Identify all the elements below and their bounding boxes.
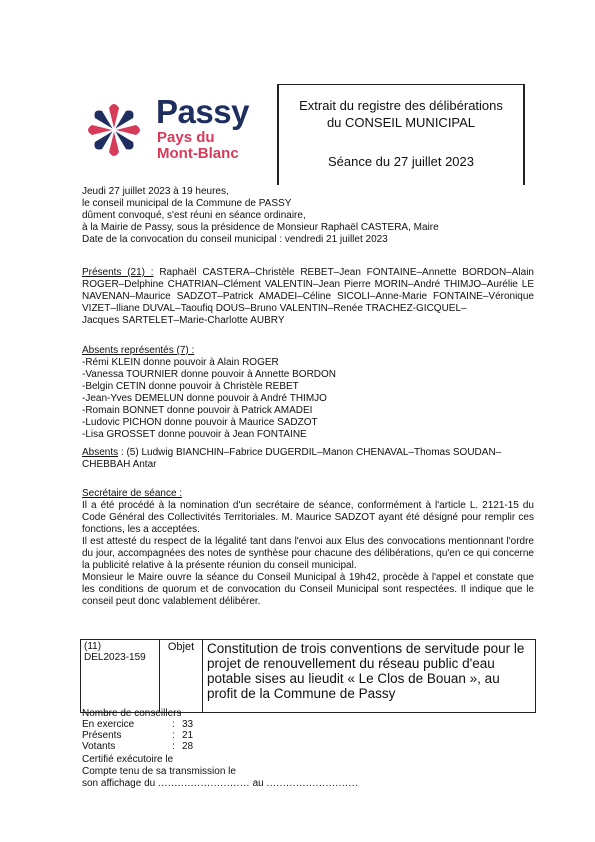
objet-label: Objet [160, 640, 203, 713]
intro-block: Jeudi 27 juillet 2023 à 19 heures, le conseil municipal de la Commune de PASSY dûment convoqué, s'est réuni en séance ordinaire, à la Mairie de Passy, sous la présidence de Monsieur Raphaël CASTERA, Maire Date de la convocation du conseil municipal : vendredi 21 juillet 2023 [82, 186, 439, 245]
absents-block [82, 447, 534, 471]
absents-label: Absents [82, 447, 119, 458]
list-item: -Ludovic PICHON donne pouvoir à Maurice SADZOT [82, 417, 318, 428]
star-emblem-icon [78, 94, 150, 166]
legalite-paragraph: Il est attesté du respect de la légalité tant dans l'envoi aux Elus des convocations mentionnant l'ordre du jour, accompagnées des notes de synthèse pour chacune des délibérations, qu'en ce qui concerne la publicité relative à la présente réunion du conseil municipal. [82, 536, 534, 571]
list-item: -Jean-Yves DEMELUN donne pouvoir à André THIMJO [82, 393, 327, 404]
compte-tenu-transmission: Compte tenu de sa transmission le [82, 766, 236, 777]
logo-subtitle: Pays du Mont-Blanc [157, 129, 239, 162]
document-header [277, 84, 525, 185]
presents-block [82, 267, 534, 327]
absents-list: : (5) Ludwig BIANCHIN–Fabrice DUGERDIL–Manon CHENAVAL–Thomas SOUDAN–CHEBBAH Antar [82, 447, 502, 470]
deliberation-ref: DEL2023-159 [84, 652, 146, 663]
session-date: Séance du 27 juillet 2023 [327, 154, 474, 169]
secretaire-block [82, 488, 534, 608]
certification-block [82, 754, 358, 790]
list-item: -Romain BONNET donne pouvoir à Patrick AMADEI [82, 405, 313, 416]
deliberation-number-cell [81, 640, 160, 713]
logo-name: Passy [156, 93, 249, 130]
logo-petal [109, 104, 119, 128]
presents-label: Présents (21) : [82, 267, 154, 278]
conseillers-block [82, 708, 193, 752]
list-item: -Rémi KLEIN donne pouvoir à Alain ROGER [82, 357, 279, 368]
deliberation-table [80, 639, 536, 713]
affichage-line: son affichage du ............................ au ............................ [82, 778, 359, 789]
conseillers-label: Nombre de conseillers [82, 708, 182, 719]
logo-petal [116, 125, 140, 135]
conseillers-row: Votants : 28 [82, 741, 194, 752]
deliberation-number: (11) [84, 641, 102, 652]
header-title: Extrait du registre des délibérations [299, 98, 503, 113]
certifie-executoire: Certifié exécutoire le [82, 754, 174, 765]
header-subtitle: du CONSEIL MUNICIPAL [326, 115, 476, 130]
logo-petal [109, 132, 119, 156]
conseillers-row: En exercice : 33 [82, 719, 194, 730]
secretaire-label: Secrétaire de séance : [82, 488, 183, 499]
logo-petal [88, 125, 112, 135]
deliberation-title: Constitution de trois conventions de servitude pour le projet de renouvellement du réseau public d'eau potable sises au lieudit « Le Clos de Bouan », au profit de la Commune de Passy [203, 640, 536, 713]
secretaire-paragraph: Il a été procédé à la nomination d'un secrétaire de séance, conformément à l'article L. 2121-15 du Code Général des Collectivités Territoriales. M. Maurice SADZOT ayant été désigné pour remplir ces fonctions, les a acceptées. [82, 500, 534, 535]
list-item: -Vanessa TOURNIER donne pouvoir à Annette BORDON [82, 369, 337, 380]
absents-representes-label: Absents représentés (7) : [82, 345, 195, 356]
presents-list-end: Jacques SARTELET–Marie-Charlotte AUBRY [82, 315, 285, 326]
presents-list: Raphaël CASTERA–Christèle REBET–Jean FONTAINE–Annette BORDON–Alain ROGER–Delphine CHATRIAN–Clément VALENTIN–Jean Pierre MORIN–André THIMJO–Aurélie LE NAVENAN–Maurice SADZOT–Patrick AMADEI–Céline SICOLI–Anne-Marie FONTAINE–Véronique VIZET–Iliane DUVAL–Taoufiq DOUS–Bruno VALENTIN–Renée TRACHEZ-GICQUEL– [82, 267, 534, 314]
absents-representes-list [82, 357, 336, 441]
conseillers-row: Présents : 21 [82, 730, 194, 741]
list-item: -Lisa GROSSET donne pouvoir à Jean FONTAINE [82, 429, 307, 440]
passy-logo [78, 92, 268, 172]
ouverture-paragraph: Monsieur le Maire ouvre la séance du Conseil Municipal à 19h42, procède à l'appel et constate que les conditions de quorum et de convocation du Conseil Municipal sont respectées. Il indique que le conseil peut donc valablement délibérer. [82, 572, 534, 607]
list-item: -Belgin CETIN donne pouvoir à Christèle REBET [82, 381, 299, 392]
